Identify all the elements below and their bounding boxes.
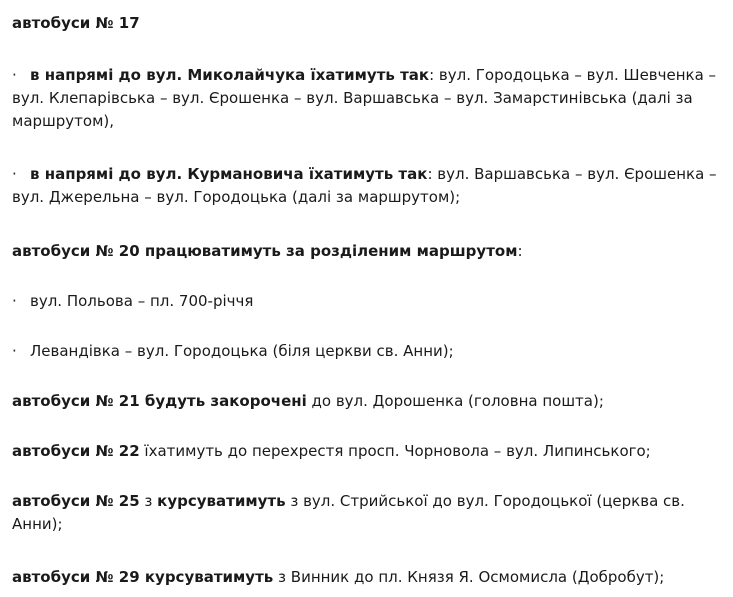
bus-29-title: автобуси № 29 курсуватимуть <box>12 568 274 586</box>
bus-25-line <box>12 490 721 536</box>
bus-25-description: з вул. Стрийської до вул. Городоцької (церква св. Анни); <box>12 492 685 533</box>
bus-22-description: їхатимуть до перехрестя просп. Чорновола – вул. Липинського; <box>139 442 651 460</box>
bus-25-verb: курсуватимуть <box>157 492 286 510</box>
route-direction-label: в напрямі до вул. Курмановича їхатимуть так <box>30 165 428 183</box>
heading-bus-17 <box>12 12 721 35</box>
route-description: вул. Польова – пл. 700-річчя <box>30 292 254 310</box>
bus-25-connector: з <box>139 492 158 510</box>
route-description: : вул. Варшавська – вул. Єрошенка – вул. Джерельна – вул. Городоцька (далі за маршрутом); <box>12 165 717 206</box>
route-direction-label: в напрямі до вул. Миколайчука їхатимуть так <box>30 66 430 84</box>
bus-17-route-mykolaichuka <box>12 64 721 133</box>
bullet-marker: · <box>12 66 17 84</box>
bus-20-title: автобуси № 20 працюватимуть за розділеним маршрутом <box>12 242 518 260</box>
route-description: : вул. Городоцька – вул. Шевченка – вул. Клепарівська – вул. Єрошенка – вул. Варшавська – вул. Замарстинівська (далі за маршрутом), <box>12 66 717 130</box>
bus-20-route-levandivka <box>12 340 721 363</box>
heading-bus-20 <box>12 240 721 263</box>
bus-20-route-polova <box>12 290 721 313</box>
bullet-marker: · <box>12 165 17 183</box>
bus-17-title: автобуси № 17 <box>12 14 140 32</box>
bus-17-route-kurmanovycha <box>12 163 721 209</box>
bus-22-title: автобуси № 22 <box>12 442 140 460</box>
bus-29-line <box>12 566 721 589</box>
bus-21-line <box>12 390 721 413</box>
route-description: Левандівка – вул. Городоцька (біля церкви св. Анни); <box>30 342 454 360</box>
bus-20-colon: : <box>517 242 523 260</box>
bus-25-title: автобуси № 25 <box>12 492 140 510</box>
bus-21-description: до вул. Дорошенка (головна пошта); <box>306 392 604 410</box>
bus-22-line <box>12 440 721 463</box>
bus-29-description: з Винник до пл. Князя Я. Осмомисла (Добробут); <box>273 568 665 586</box>
bus-21-title: автобуси № 21 будуть закорочені <box>12 392 307 410</box>
bullet-marker: · <box>12 342 17 360</box>
bullet-marker: · <box>12 292 17 310</box>
